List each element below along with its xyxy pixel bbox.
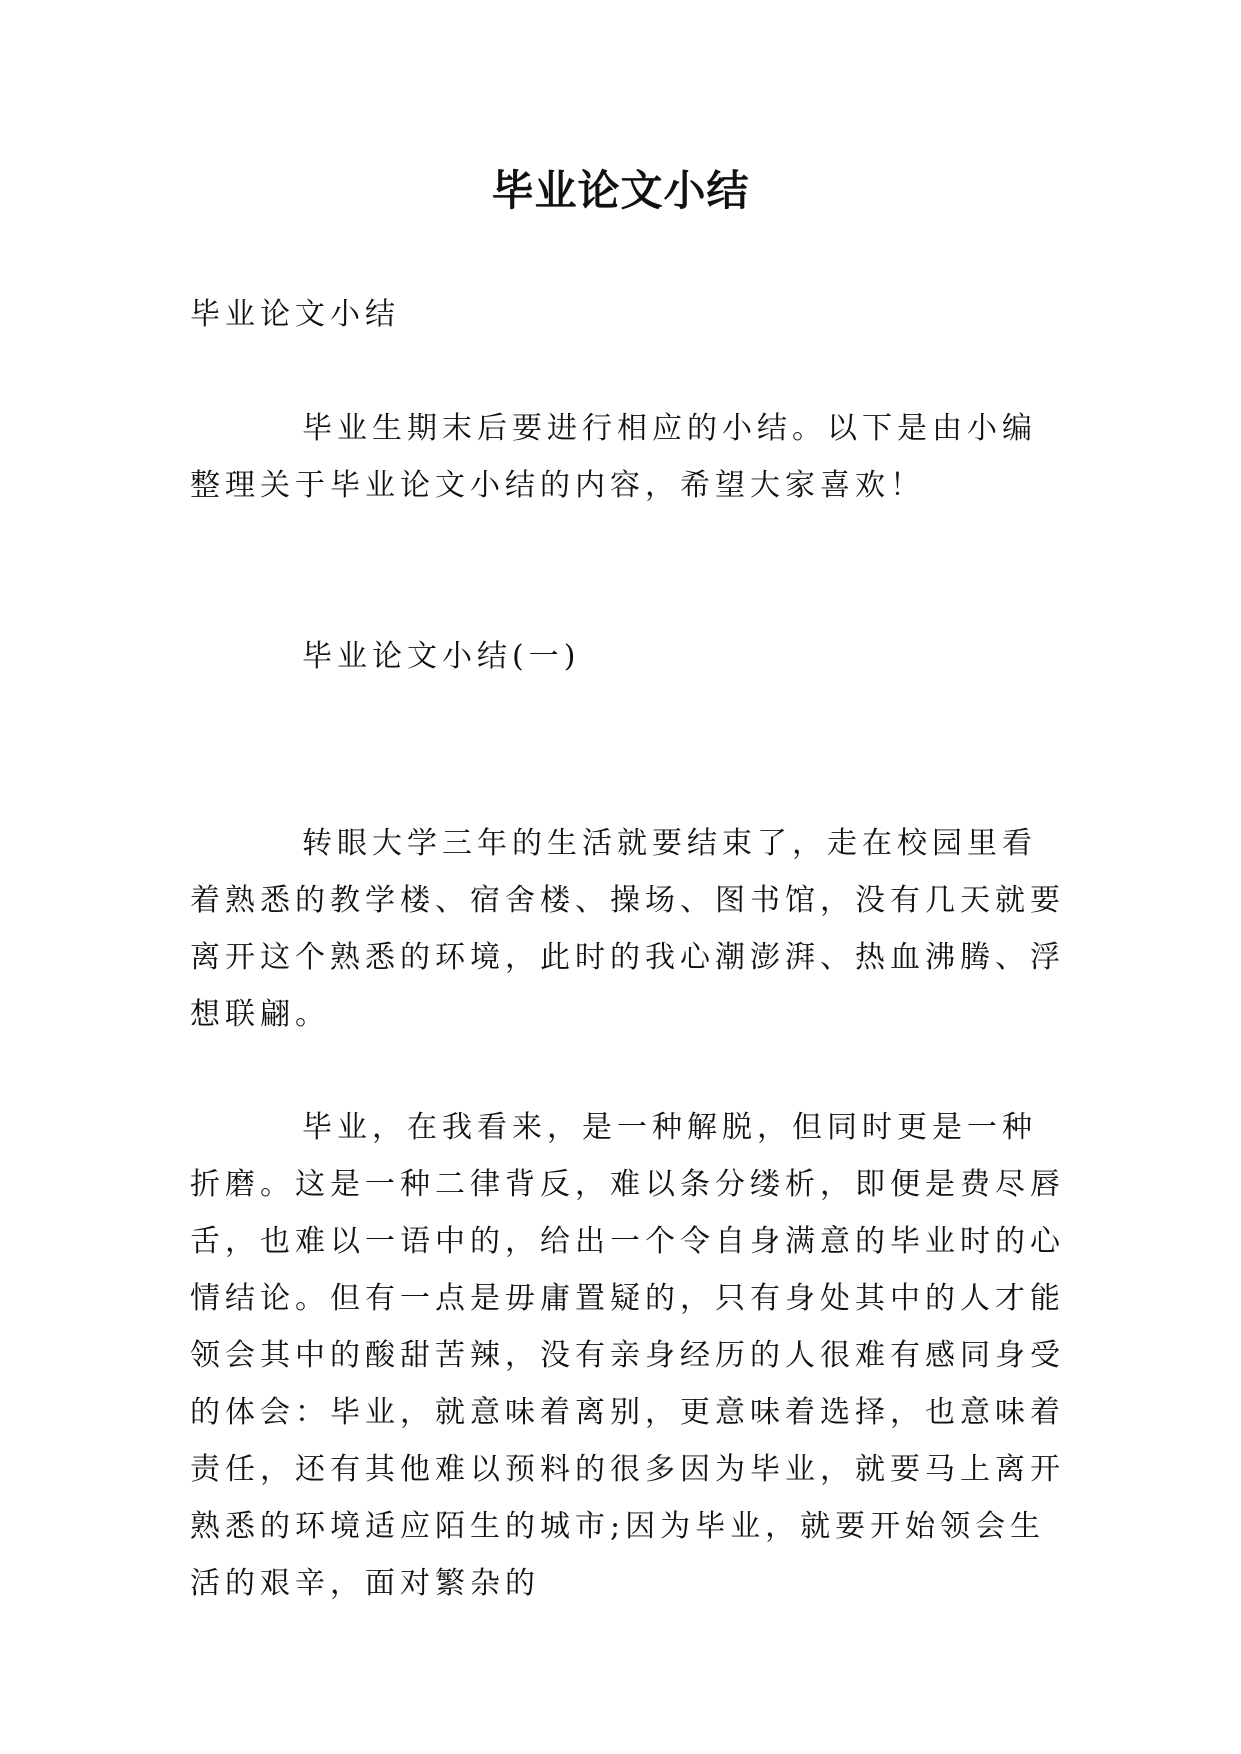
body-paragraph-2: 毕业，在我看来，是一种解脱，但同时更是一种折磨。这是一种二律背反，难以条分缕析，即便是费尽唇舌，也难以一语中的，给出一个令自身满意的毕业时的心情结论。但有一点是毋庸置疑的，只有身处其中的人才能领会其中的酸甜苦辣，没有亲身经历的人很难有感同身受的体会：毕业，就意味着离别，更意味着选择，也意味着责任，还有其他难以预料的很多因为毕业，就要马上离开熟悉的环境适应陌生的城市;因为毕业，就要开始领会生活的艰辛，面对繁杂的 (190, 1110, 1065, 1601)
intro-paragraph: 毕业生期末后要进行相应的小结。以下是由小编整理关于毕业论文小结的内容，希望大家喜欢！ (190, 411, 1037, 503)
document-title: 毕业论文小结 (491, 166, 750, 215)
body-paragraph-1: 转眼大学三年的生活就要结束了，走在校园里看着熟悉的教学楼、宿舍楼、操场、图书馆，没有几天就要离开这个熟悉的环境，此时的我心潮澎湃、热血沸腾、浮想联翩。 (190, 826, 1065, 1032)
section-heading: 毕业论文小结(一) (302, 639, 581, 674)
document-subtitle: 毕业论文小结 (190, 297, 400, 332)
